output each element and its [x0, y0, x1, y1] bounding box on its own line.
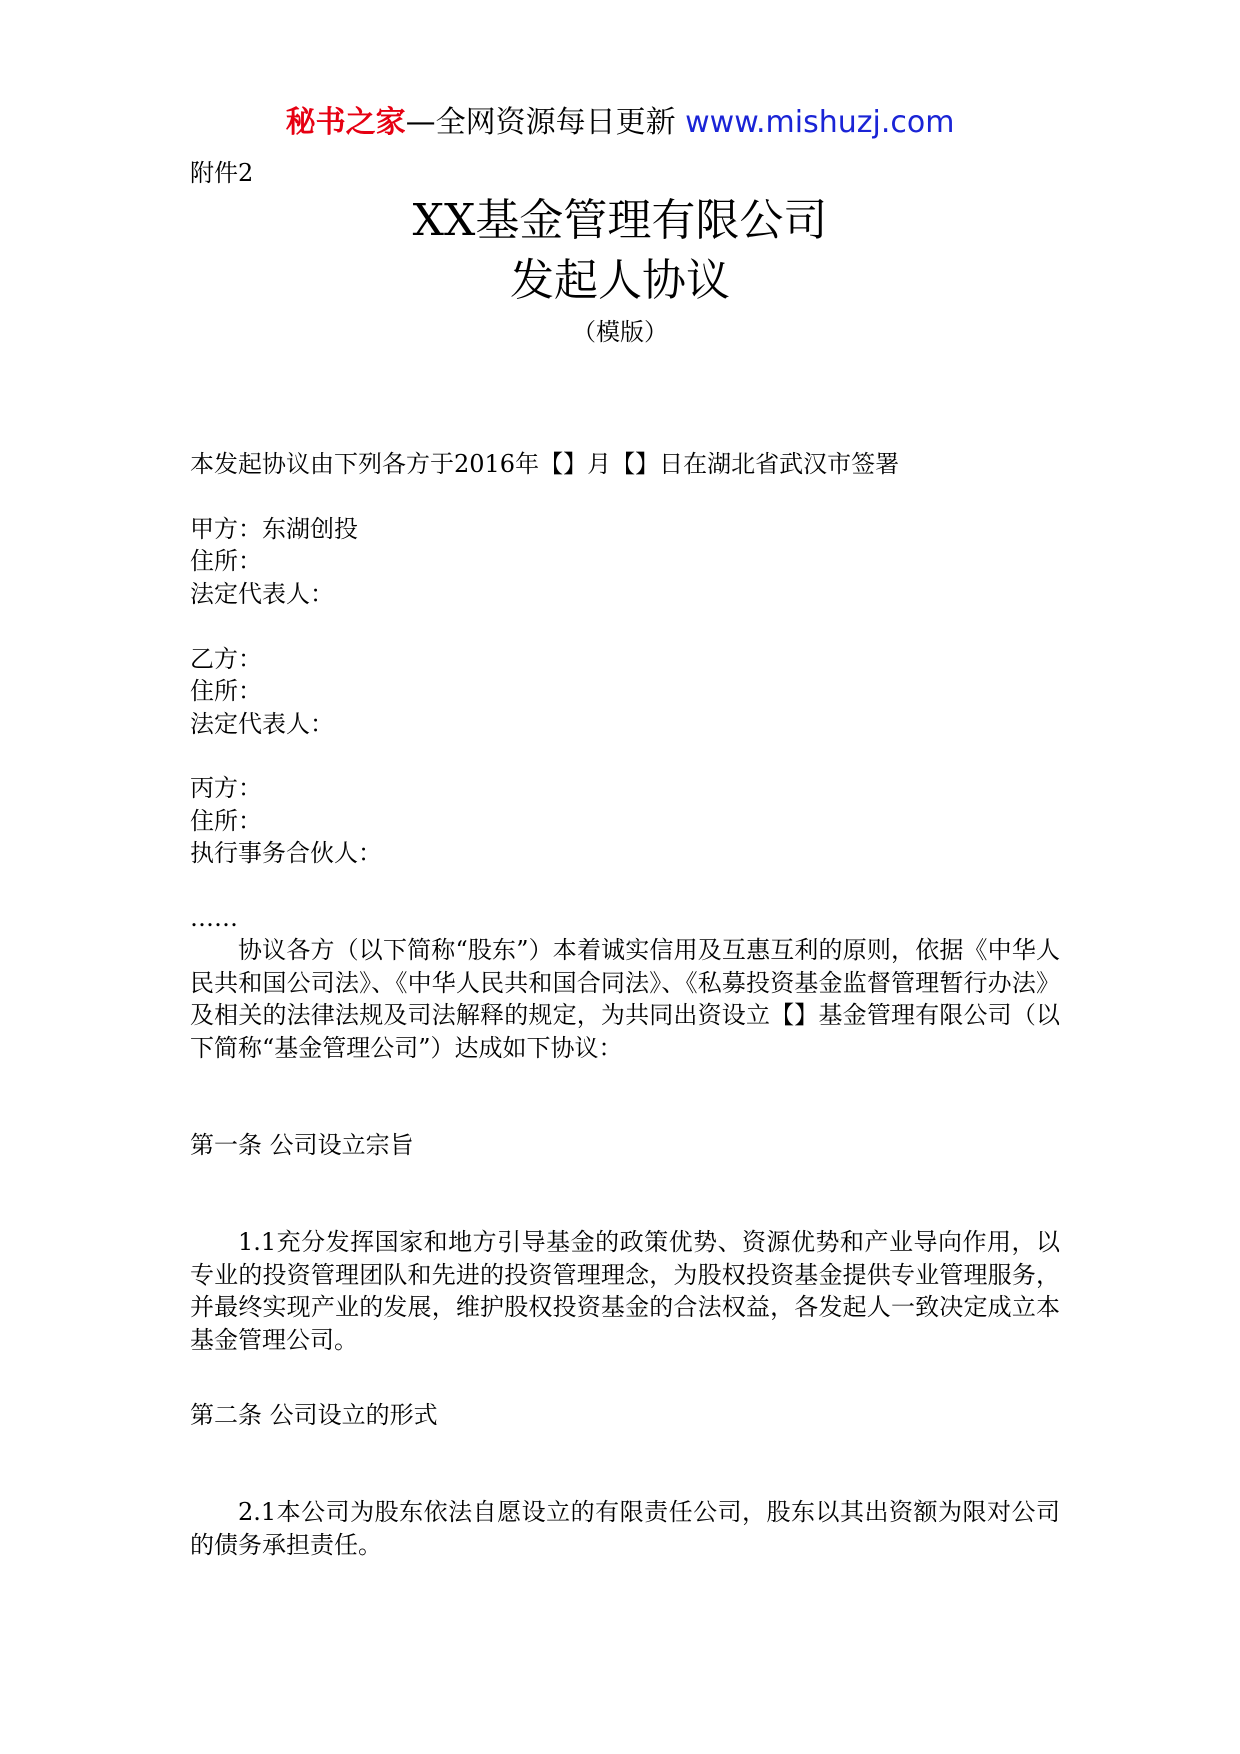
article-1-heading: 第一条 公司设立宗旨	[190, 1131, 414, 1159]
document-title: XX基金管理有限公司	[412, 195, 828, 246]
template-note: （模版）	[572, 318, 668, 346]
party-c-representative: 执行事务合伙人：	[190, 839, 382, 867]
party-c-address: 住所：	[190, 807, 262, 835]
site-banner	[0, 103, 1240, 143]
preamble-paragraph: 协议各方（以下简称“股东”）本着诚实信用及互惠互利的原则，依据《中华人民共和国公司法》、《中华人民共和国合同法》、《私募投资基金监督管理暂行办法》及相关的法律法规及司法解释的规定，为共同出资设立【】基金管理有限公司（以下简称“基金管理公司”）达成如下协议：	[190, 936, 1060, 1062]
intro-line: 本发起协议由下列各方于2016年【】月【】日在湖北省武汉市签署	[190, 450, 900, 478]
article-2-clause: 2.1本公司为股东依法自愿设立的有限责任公司，股东以其出资额为限对公司的债务承担责任。	[190, 1498, 1060, 1559]
party-b-name: 乙方：	[190, 645, 262, 673]
article-2-heading: 第二条 公司设立的形式	[190, 1401, 438, 1429]
banner-tagline: —全网资源每日更新	[405, 105, 686, 140]
document-subtitle: 发起人协议	[510, 255, 730, 306]
article-1-clause: 1.1充分发挥国家和地方引导基金的政策优势、资源优势和产业导向作用，以专业的投资管理团队和先进的投资管理理念，为股权投资基金提供专业管理服务，并最终实现产业的发展，维护股权投资基金的合法权益，各发起人一致决定成立本基金管理公司。	[190, 1228, 1060, 1354]
banner-brand: 秘书之家	[285, 105, 406, 140]
party-a-address: 住所：	[190, 547, 262, 575]
attachment-label: 附件2	[190, 159, 254, 187]
ellipsis: ……	[190, 904, 238, 932]
party-b-address: 住所：	[190, 677, 262, 705]
party-b-representative: 法定代表人：	[190, 710, 334, 738]
party-c-name: 丙方：	[190, 774, 262, 802]
party-a-name: 甲方：东湖创投	[190, 515, 358, 543]
party-a-representative: 法定代表人：	[190, 580, 334, 608]
banner-url-link[interactable]: www.mishuzj.com	[685, 105, 955, 140]
